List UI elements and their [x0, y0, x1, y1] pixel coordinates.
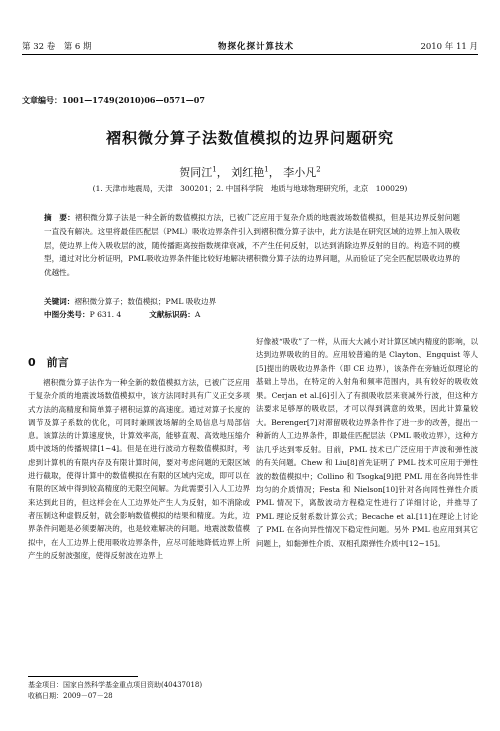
header-rule: [22, 54, 478, 55]
author-affil-mark: 1: [264, 165, 269, 174]
issue-date: 2010 年 11 月: [420, 42, 478, 52]
abstract: [44, 211, 460, 280]
author-name: 刘红艳: [231, 166, 265, 179]
volume-issue: 第 32 卷 第 6 期: [22, 42, 92, 52]
keywords-text: 褶积微分算子；数值模拟；PML 吸收边界: [74, 297, 217, 306]
paper-title: 褶积微分算子法数值模拟的边界问题研究: [105, 129, 394, 147]
running-header: [22, 40, 478, 52]
body-paragraph-continued: 好像被“吸收”了一样，从而大大减小对计算区域内精度的影响，以达到边界吸收的目的。应用较普遍的是 Clayton、Engquist 等人[5]提出的吸收边界条件（即 CE 边界），该条件在旁轴近似理论的基础上导出，在特定的入射角和频率范围内，具有较好的吸收效果。Cerjan et al.[6]引入了有损吸收层来衰减外行波，但这种方法要求足够厚的吸收层，才可以得到满意的效果，因此计算量较大。Berenger[7]对滞留吸收边界条件作了进一步的改善，提出一种新的人工边界条件，即最佳匹配层法（PML 吸收边界），这种方法几乎达到零反射。目前，PML 技术已广泛应用于声波和弹性波的有关问题。Chew 和 Liu[8]首先证明了 PML 技术可应用于弹性波的数值模拟中；Collino 和 Tsogka[9]把 PML 用在各向异性非均匀的介质情况；Festa 和 Nielson[10]针对各向同性弹性介质 PML 情况下，离散波动方程稳定性进行了详细讨论，并推导了 PML 理论反射系数计算公式；Becache et al.[11]在理论上讨论了 PML 在各向异性情况下稳定性问题。另外 PML 也应用到其它问题上，如黏弹性介质、双相孔隙弹性介质中[12~15]。: [256, 337, 478, 548]
body-paragraph: 褶积微分算子法作为一种全新的数值模拟方法，已被广泛应用于复杂介质的地震波场数值模拟中，该方法同时具有广义正交多项式方法的高精度和简单算子褶积运算的高速度。通过对算子长度的调节及算子系数的优化，可同时兼顾波场解的全局信息与局部信息。该算法的计算速度快，计算效率高，能够直观、高效地压缩介质中波场的传播规律[1~4]。但是在进行波动方程数值模拟时，考虑到计算机的有限内存及有限计算时间，要对考虑问题的无限区域进行截取，使得计算中的数值模拟在有限的区域内完成，即可以在有限的区域中得到较高精度的无限空间解。为此需要引入人工边界来达到此目的，但这样会在人工边界处产生人为反射，如不消除或者压制这种虚假反射，就会影响数值模拟的结果和精度。为此，边界条件问题是必须要解决的，也是较难解决的问题。地震波数值模拟中，在人工边界上使用吸收边界条件，应尽可能地降低边界上所产生的反射波强度，使得反射波在边界上: [28, 378, 250, 560]
section-heading: 0 前言: [28, 356, 69, 369]
author-name: 贺同江: [179, 166, 213, 179]
left-column: [28, 350, 250, 562]
right-column: [256, 335, 478, 550]
author-list: 贺同江$^1$， 刘红艳$^1$， 李小凡$^2$: [179, 165, 321, 179]
author-affil-mark: 1: [212, 165, 217, 174]
author-name: 李小凡: [283, 166, 317, 179]
abstract-text: 褶积微分算子法是一种全新的数值模拟方法，已被广泛应用于复杂介质的地震波场数值模拟，但是其边界反射问题一直没有解决。这里将最佳匹配层（PML）吸收边界条件引入到褶积微分算子法中，此方法是在研究区域的边界上加入吸收层，使边界上传入吸收层的波，随传播距离按指数规律衰减，不产生任何反射，以达到消除边界反射的目的。构造不同的模型，通过对比分析证明，PML吸收边界条件能比较好地解决褶积微分算子法的边界问题，从而验证了完全匹配层吸收边界的优越性。: [44, 213, 460, 278]
clc-number: P 631. 4: [89, 310, 122, 319]
footnote: [28, 680, 202, 702]
abstract-label: 摘 要：: [44, 213, 75, 222]
doc-code: A: [194, 310, 201, 319]
journal-name: 物探化探计算技术: [217, 42, 294, 52]
doc-code-label: 文献标识码：: [149, 310, 195, 319]
article-number: 文章编号：1001—1749(2010)06—0571—07: [22, 95, 205, 105]
affiliations: (1. 天津市地震局，天津 300201；2. 中国科学院 地质与地球物理研究所，北京 100029): [92, 184, 408, 193]
keywords: [44, 295, 460, 309]
classification-line: [44, 309, 460, 320]
author-affil-mark: 2: [316, 165, 321, 174]
footnote-rule: [28, 676, 138, 677]
keywords-label: 关键词：: [44, 297, 75, 306]
clc-label: 中图分类号：: [44, 310, 90, 319]
fund-note: 基金项目：国家自然科学基金重点项目资助(40437018): [28, 681, 203, 689]
received-date: 收稿日期：2009－07－28: [28, 692, 113, 700]
